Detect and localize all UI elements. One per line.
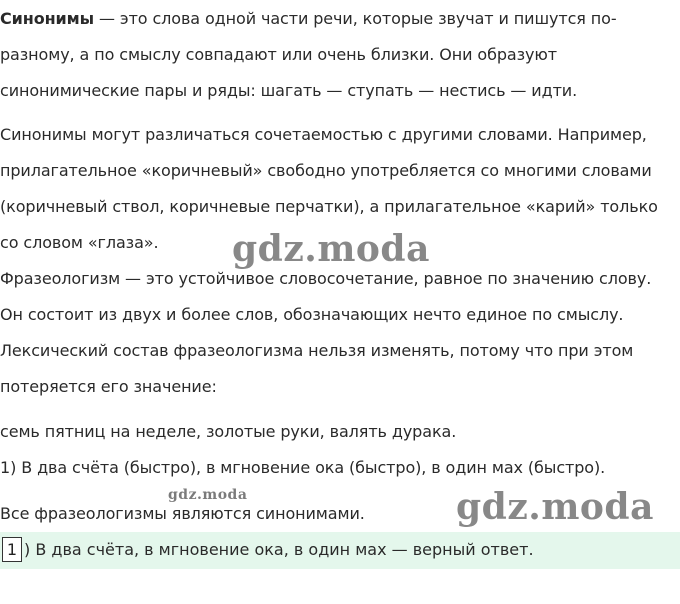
phraseology-line-3: Лексический состав фразеологизма нельзя изменять, потому что при этом <box>0 341 634 360</box>
answer-number-box: 1 <box>2 537 22 562</box>
watermark-bottom: gdz.moda <box>456 486 654 528</box>
watermark-small: gdz.moda <box>168 487 248 503</box>
synonyms-line-1 <box>0 9 617 29</box>
combination-line-1: Синонимы могут различаться сочетаемостью с другими словами. Например, <box>0 125 647 144</box>
watermark-top: gdz.moda <box>232 228 430 270</box>
phraseology-line-1: Фразеологизм — это устойчивое словосочетание, равное по значению слову. <box>0 269 652 288</box>
combination-line-2: прилагательное «коричневый» свободно употребляется со многими словами <box>0 161 652 180</box>
answer-text: ) В два счёта, в мгновение ока, в один мах — верный ответ. <box>24 540 534 559</box>
synonyms-line-2: разному, а по смыслу совпадают или очень близки. Они образуют <box>0 45 557 64</box>
task-line: 1) В два счёта (быстро), в мгновение ока (быстро), в один мах (быстро). <box>0 458 606 477</box>
examples-line: семь пятниц на неделе, золотые руки, валять дурака. <box>0 422 457 441</box>
combination-line-4: со словом «глаза». <box>0 233 159 252</box>
combination-line-3: (коричневый ствол, коричневые перчатки), а прилагательное «карий» только <box>0 197 658 216</box>
conclusion-line: Все фразеологизмы являются синонимами. <box>0 504 365 523</box>
synonyms-line-1-rest: — это слова одной части речи, которые звучат и пишутся по- <box>94 9 617 28</box>
synonyms-term: Синонимы <box>0 9 95 28</box>
phraseology-line-4: потеряется его значение: <box>0 377 217 396</box>
phraseology-line-2: Он состоит из двух и более слов, обозначающих нечто единое по смыслу. <box>0 305 624 324</box>
synonyms-line-3: синонимические пары и ряды: шагать — ступать — нестись — идти. <box>0 81 578 100</box>
